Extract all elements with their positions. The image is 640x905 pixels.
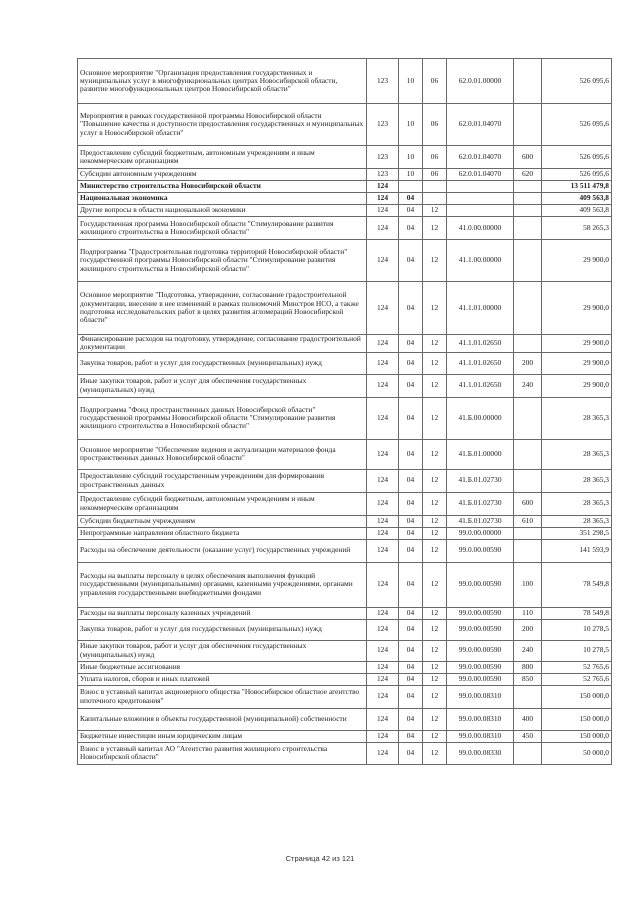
cell-ved: 124: [367, 469, 399, 492]
cell-pr: 12: [423, 469, 447, 492]
table-row: [78, 397, 612, 439]
cell-ved: 124: [367, 282, 399, 335]
cell-sum: 52 765,6: [542, 673, 612, 685]
cell-name: Закупка товаров, работ и услуг для государственных (муниципальных) нужд: [78, 619, 367, 640]
cell-ved: 124: [367, 335, 399, 353]
cell-ved: 124: [367, 397, 399, 439]
cell-pr: 12: [423, 352, 447, 374]
cell-sum: 28 365,3: [542, 469, 612, 492]
cell-ved: 124: [367, 527, 399, 539]
cell-vr: 600: [514, 146, 542, 169]
cell-ved: 124: [367, 217, 399, 240]
table-row: [78, 439, 612, 469]
cell-csr: 62.0.01.04070: [447, 104, 514, 146]
cell-sum: 13 511 479,8: [542, 181, 612, 193]
table-row: [78, 685, 612, 708]
cell-pr: 12: [423, 439, 447, 469]
cell-vr: [514, 240, 542, 282]
table-row: [78, 661, 612, 673]
cell-csr: [447, 181, 514, 193]
table-row: [78, 515, 612, 527]
cell-sum: 409 563,8: [542, 193, 612, 205]
cell-csr: 99.0.00.00000: [447, 527, 514, 539]
cell-rz: 04: [399, 469, 423, 492]
cell-name: Основное мероприятие "Организация предоставления государственных и муниципальных услуг в многофункциональных центрах Новосибирской области, развитие многофункциональных центров Новосибирской области": [78, 59, 367, 104]
cell-vr: [514, 527, 542, 539]
cell-vr: [514, 397, 542, 439]
cell-name: Национальная экономика: [78, 193, 367, 205]
cell-name: Взнос в уставный капитал акционерного общества "Новосибирское областное агентство ипотечного кредитования": [78, 685, 367, 708]
cell-ved: 124: [367, 492, 399, 515]
cell-pr: 12: [423, 205, 447, 217]
cell-pr: 06: [423, 59, 447, 104]
table-row: [78, 335, 612, 353]
cell-name: Предоставление субсидий государственным учреждениям для формирования пространственных данных: [78, 469, 367, 492]
cell-csr: 41.1.01.02650: [447, 335, 514, 353]
cell-pr: 12: [423, 640, 447, 661]
cell-pr: 12: [423, 661, 447, 673]
cell-rz: 04: [399, 708, 423, 730]
cell-sum: 28 365,3: [542, 492, 612, 515]
cell-csr: 99.0.00.00590: [447, 562, 514, 607]
cell-rz: 04: [399, 539, 423, 562]
cell-sum: 526 095,6: [542, 169, 612, 181]
table-row: [78, 352, 612, 374]
cell-vr: 620: [514, 169, 542, 181]
table-row: [78, 146, 612, 169]
cell-csr: [447, 193, 514, 205]
cell-sum: 29 900,0: [542, 352, 612, 374]
cell-rz: [399, 181, 423, 193]
cell-rz: 04: [399, 492, 423, 515]
cell-name: Финансирование расходов на подготовку, утверждение, согласование градостроительной документации: [78, 335, 367, 353]
cell-sum: 409 563,8: [542, 205, 612, 217]
cell-pr: 12: [423, 685, 447, 708]
cell-rz: 04: [399, 562, 423, 607]
table-row: [78, 469, 612, 492]
cell-rz: 04: [399, 374, 423, 397]
cell-ved: 124: [367, 515, 399, 527]
cell-rz: 04: [399, 527, 423, 539]
cell-ved: 124: [367, 640, 399, 661]
cell-name: Предоставление субсидий бюджетным, автономным учреждениям и иным некоммерческим организациям: [78, 146, 367, 169]
cell-name: Расходы на выплаты персоналу в целях обеспечения выполнения функций государственными (муниципальными) органами, казенными учреждениями, органами управления государственными внебюджетными фондами: [78, 562, 367, 607]
cell-vr: [514, 439, 542, 469]
cell-csr: 99.0.00.08310: [447, 685, 514, 708]
table-row: [78, 240, 612, 282]
cell-csr: 99.0.00.08330: [447, 742, 514, 764]
cell-rz: 04: [399, 619, 423, 640]
cell-rz: 04: [399, 730, 423, 742]
cell-vr: 240: [514, 640, 542, 661]
cell-pr: 12: [423, 335, 447, 353]
table-row: [78, 181, 612, 193]
cell-vr: [514, 282, 542, 335]
cell-sum: 141 593,9: [542, 539, 612, 562]
cell-sum: 29 900,0: [542, 335, 612, 353]
cell-rz: 04: [399, 240, 423, 282]
table-row: [78, 730, 612, 742]
table-row: [78, 492, 612, 515]
table-row: [78, 282, 612, 335]
cell-sum: 10 278,5: [542, 619, 612, 640]
cell-name: Взнос в уставный капитал АО "Агентство развития жилищного строительства Новосибирской области": [78, 742, 367, 764]
cell-sum: 28 365,3: [542, 515, 612, 527]
cell-vr: [514, 217, 542, 240]
cell-sum: 28 365,3: [542, 397, 612, 439]
cell-rz: 10: [399, 146, 423, 169]
cell-rz: 10: [399, 59, 423, 104]
cell-vr: 850: [514, 673, 542, 685]
cell-rz: 04: [399, 439, 423, 469]
cell-vr: [514, 685, 542, 708]
cell-ved: 123: [367, 146, 399, 169]
cell-ved: 124: [367, 742, 399, 764]
cell-pr: 12: [423, 217, 447, 240]
cell-name: Другие вопросы в области национальной экономики: [78, 205, 367, 217]
cell-pr: 12: [423, 515, 447, 527]
cell-name: Субсидии автономным учреждениям: [78, 169, 367, 181]
cell-pr: 12: [423, 527, 447, 539]
cell-name: Закупка товаров, работ и услуг для государственных (муниципальных) нужд: [78, 352, 367, 374]
cell-pr: 12: [423, 673, 447, 685]
cell-vr: [514, 205, 542, 217]
cell-name: Основное мероприятие "Подготовка, утверждение, согласование градостроительной документации, внесение в нее изменений в рамках полномочий Минстроя НСО, а также подготовка исследовательских работ в целях развития агломераций Новосибирской области": [78, 282, 367, 335]
cell-name: Субсидии бюджетным учреждениям: [78, 515, 367, 527]
cell-ved: 124: [367, 439, 399, 469]
cell-vr: 110: [514, 607, 542, 619]
cell-pr: 12: [423, 742, 447, 764]
cell-vr: [514, 104, 542, 146]
cell-csr: 99.0.00.00590: [447, 661, 514, 673]
cell-name: Подпрограмма "Градостроительная подготовка территорий Новосибирской области" государственной программы Новосибирской области "Стимулирование развития жилищного строительства в Новосибирской области": [78, 240, 367, 282]
cell-vr: [514, 181, 542, 193]
cell-pr: 06: [423, 169, 447, 181]
cell-name: Иные закупки товаров, работ и услуг для обеспечения государственных (муниципальных) нужд: [78, 374, 367, 397]
table-row: [78, 217, 612, 240]
cell-csr: [447, 205, 514, 217]
cell-csr: 41.Б.01.02730: [447, 515, 514, 527]
cell-vr: [514, 335, 542, 353]
cell-rz: 04: [399, 397, 423, 439]
table-row: [78, 539, 612, 562]
cell-pr: 12: [423, 492, 447, 515]
cell-ved: 124: [367, 661, 399, 673]
cell-pr: 12: [423, 397, 447, 439]
cell-ved: 124: [367, 374, 399, 397]
cell-name: Подпрограмма "Фонд пространственных данных Новосибирской области" государственной программы Новосибирской области "Стимулирование развития жилищного строительства в Новосибирской области": [78, 397, 367, 439]
cell-csr: 41.1.00.00000: [447, 240, 514, 282]
table-row: [78, 374, 612, 397]
cell-ved: 123: [367, 59, 399, 104]
cell-ved: 124: [367, 607, 399, 619]
cell-sum: 351 298,5: [542, 527, 612, 539]
cell-pr: 12: [423, 619, 447, 640]
cell-vr: 100: [514, 562, 542, 607]
cell-name: Капитальные вложения в объекты государственной (муниципальной) собственности: [78, 708, 367, 730]
cell-vr: 200: [514, 619, 542, 640]
cell-sum: 78 549,8: [542, 562, 612, 607]
cell-sum: 29 900,0: [542, 374, 612, 397]
cell-pr: 12: [423, 562, 447, 607]
cell-ved: 124: [367, 205, 399, 217]
budget-table-body: [78, 59, 612, 765]
cell-pr: 06: [423, 146, 447, 169]
cell-ved: 124: [367, 708, 399, 730]
cell-sum: 150 000,0: [542, 685, 612, 708]
cell-pr: [423, 193, 447, 205]
cell-ved: 124: [367, 685, 399, 708]
cell-csr: 99.0.00.00590: [447, 619, 514, 640]
cell-csr: 99.0.00.08310: [447, 708, 514, 730]
cell-name: Расходы на обеспечение деятельности (оказание услуг) государственных учреждений: [78, 539, 367, 562]
cell-rz: 04: [399, 607, 423, 619]
cell-csr: 41.1.01.00000: [447, 282, 514, 335]
cell-rz: 04: [399, 515, 423, 527]
cell-vr: 800: [514, 661, 542, 673]
cell-sum: 10 278,5: [542, 640, 612, 661]
cell-vr: 600: [514, 492, 542, 515]
cell-name: Расходы на выплаты персоналу казенных учреждений: [78, 607, 367, 619]
cell-sum: 526 095,6: [542, 104, 612, 146]
cell-ved: 124: [367, 673, 399, 685]
table-row: [78, 708, 612, 730]
cell-pr: 12: [423, 282, 447, 335]
cell-ved: 124: [367, 181, 399, 193]
cell-rz: 04: [399, 742, 423, 764]
cell-vr: [514, 469, 542, 492]
cell-sum: 150 000,0: [542, 730, 612, 742]
cell-csr: 41.Б.01.00000: [447, 439, 514, 469]
cell-sum: 58 265,3: [542, 217, 612, 240]
cell-pr: [423, 181, 447, 193]
table-row: [78, 193, 612, 205]
cell-rz: 04: [399, 217, 423, 240]
cell-sum: 29 900,0: [542, 240, 612, 282]
cell-name: Предоставление субсидий бюджетным, автономным учреждениям и иным некоммерческим организациям: [78, 492, 367, 515]
cell-pr: 12: [423, 607, 447, 619]
cell-csr: 41.Б.01.02730: [447, 469, 514, 492]
cell-ved: 124: [367, 193, 399, 205]
cell-vr: 610: [514, 515, 542, 527]
cell-name: Иные бюджетные ассигнования: [78, 661, 367, 673]
cell-vr: 240: [514, 374, 542, 397]
cell-vr: 200: [514, 352, 542, 374]
cell-csr: 41.0.00.00000: [447, 217, 514, 240]
table-row: [78, 673, 612, 685]
page-number: Страница 42 из 121: [285, 854, 355, 863]
cell-name: Министерство строительства Новосибирской области: [78, 181, 367, 193]
cell-ved: 124: [367, 730, 399, 742]
cell-ved: 123: [367, 169, 399, 181]
cell-pr: 12: [423, 708, 447, 730]
table-row: [78, 640, 612, 661]
cell-name: Уплата налогов, сборов и иных платежей: [78, 673, 367, 685]
table-row: [78, 562, 612, 607]
cell-rz: 04: [399, 205, 423, 217]
cell-rz: 04: [399, 673, 423, 685]
cell-name: Государственная программа Новосибирской области "Стимулирование развития жилищного строительства в Новосибирской области": [78, 217, 367, 240]
cell-vr: [514, 59, 542, 104]
cell-csr: 41.1.01.02650: [447, 352, 514, 374]
cell-rz: 04: [399, 193, 423, 205]
table-row: [78, 169, 612, 181]
cell-csr: 99.0.00.00590: [447, 640, 514, 661]
cell-vr: [514, 193, 542, 205]
table-row: [78, 205, 612, 217]
cell-sum: 526 095,6: [542, 146, 612, 169]
cell-vr: 450: [514, 730, 542, 742]
cell-rz: 04: [399, 352, 423, 374]
budget-table: [77, 58, 612, 765]
cell-ved: 124: [367, 619, 399, 640]
table-row: [78, 619, 612, 640]
cell-csr: 41.Б.00.00000: [447, 397, 514, 439]
cell-ved: 124: [367, 562, 399, 607]
cell-name: Основное мероприятие "Обеспечение ведения и актуализации материалов фонда пространственных данных Новосибирской области": [78, 439, 367, 469]
cell-pr: 06: [423, 104, 447, 146]
cell-sum: 526 095,6: [542, 59, 612, 104]
cell-pr: 12: [423, 240, 447, 282]
cell-ved: 124: [367, 539, 399, 562]
cell-sum: 29 900,0: [542, 282, 612, 335]
cell-rz: 10: [399, 104, 423, 146]
cell-pr: 12: [423, 730, 447, 742]
cell-csr: 41.Б.01.02730: [447, 492, 514, 515]
cell-rz: 04: [399, 661, 423, 673]
cell-sum: 150 000,0: [542, 708, 612, 730]
cell-vr: [514, 742, 542, 764]
cell-sum: 78 549,8: [542, 607, 612, 619]
cell-sum: 28 365,3: [542, 439, 612, 469]
cell-pr: 12: [423, 374, 447, 397]
cell-csr: 41.1.01.02650: [447, 374, 514, 397]
cell-csr: 62.0.01.00000: [447, 59, 514, 104]
table-row: [78, 59, 612, 104]
table-row: [78, 607, 612, 619]
cell-ved: 124: [367, 352, 399, 374]
cell-name: Иные закупки товаров, работ и услуг для обеспечения государственных (муниципальных) нужд: [78, 640, 367, 661]
cell-csr: 99.0.00.00590: [447, 607, 514, 619]
cell-csr: 99.0.00.00590: [447, 673, 514, 685]
cell-pr: 12: [423, 539, 447, 562]
cell-vr: 400: [514, 708, 542, 730]
cell-name: Мероприятия в рамках государственной программы Новосибирской области "Повышение качества и доступности предоставления государственных и муниципальных услуг в Новосибирской области": [78, 104, 367, 146]
cell-sum: 50 000,0: [542, 742, 612, 764]
cell-csr: 62.0.01.04070: [447, 146, 514, 169]
table-row: [78, 742, 612, 764]
cell-name: Бюджетные инвестиции иным юридическим лицам: [78, 730, 367, 742]
cell-rz: 04: [399, 685, 423, 708]
cell-rz: 04: [399, 335, 423, 353]
table-row: [78, 104, 612, 146]
cell-rz: 04: [399, 640, 423, 661]
cell-sum: 52 765,6: [542, 661, 612, 673]
cell-rz: 04: [399, 282, 423, 335]
cell-csr: 99.0.00.08310: [447, 730, 514, 742]
cell-csr: 99.0.00.00590: [447, 539, 514, 562]
cell-rz: 10: [399, 169, 423, 181]
cell-ved: 124: [367, 240, 399, 282]
table-row: [78, 527, 612, 539]
cell-name: Непрограммные направления областного бюджета: [78, 527, 367, 539]
cell-csr: 62.0.01.04070: [447, 169, 514, 181]
cell-ved: 123: [367, 104, 399, 146]
cell-vr: [514, 539, 542, 562]
